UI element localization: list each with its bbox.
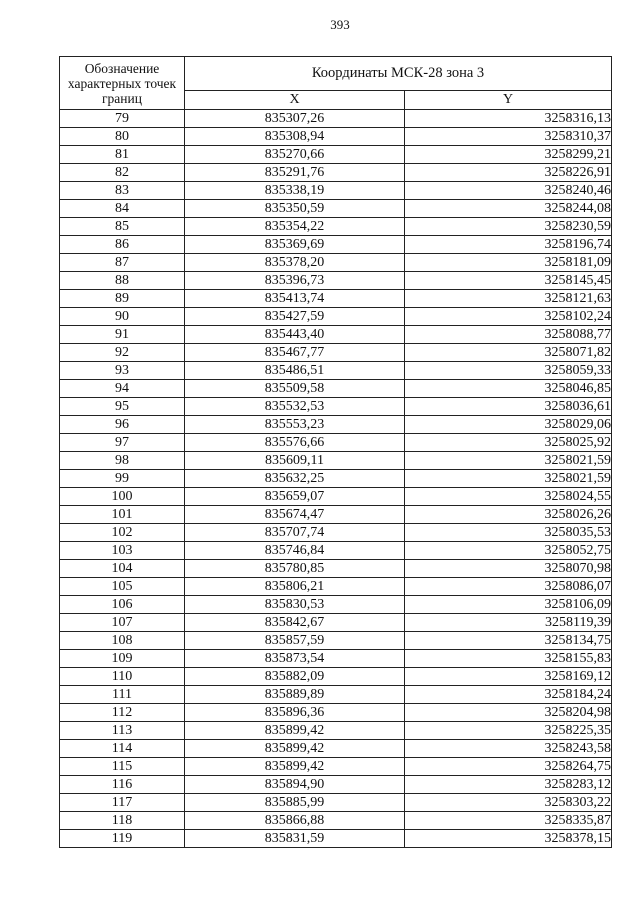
x-coordinate-cell: 835338,19 <box>185 182 405 200</box>
point-id-cell: 109 <box>60 650 185 668</box>
table-row <box>60 236 612 254</box>
table-row <box>60 722 612 740</box>
y-coordinate-cell: 3258029,06 <box>405 416 612 434</box>
header-row-group <box>60 57 612 91</box>
point-id-cell: 118 <box>60 812 185 830</box>
table-row <box>60 416 612 434</box>
table-row <box>60 254 612 272</box>
y-coordinate-cell: 3258243,58 <box>405 740 612 758</box>
coordinates-table <box>59 56 612 848</box>
table-row <box>60 110 612 128</box>
x-coordinate-cell: 835378,20 <box>185 254 405 272</box>
x-coordinate-cell: 835707,74 <box>185 524 405 542</box>
x-coordinate-cell: 835873,54 <box>185 650 405 668</box>
y-coordinate-cell: 3258070,98 <box>405 560 612 578</box>
table-row <box>60 200 612 218</box>
point-id-cell: 98 <box>60 452 185 470</box>
x-coordinate-cell: 835842,67 <box>185 614 405 632</box>
x-coordinate-cell: 835746,84 <box>185 542 405 560</box>
x-coordinate-cell: 835896,36 <box>185 704 405 722</box>
x-coordinate-cell: 835830,53 <box>185 596 405 614</box>
x-coordinate-cell: 835857,59 <box>185 632 405 650</box>
table-row <box>60 506 612 524</box>
x-coordinate-cell: 835632,25 <box>185 470 405 488</box>
x-coordinate-cell: 835674,47 <box>185 506 405 524</box>
x-coordinate-cell: 835443,40 <box>185 326 405 344</box>
point-id-cell: 97 <box>60 434 185 452</box>
table-row <box>60 452 612 470</box>
x-coordinate-cell: 835307,26 <box>185 110 405 128</box>
y-coordinate-cell: 3258052,75 <box>405 542 612 560</box>
point-id-cell: 91 <box>60 326 185 344</box>
x-coordinate-cell: 835413,74 <box>185 290 405 308</box>
y-coordinate-cell: 3258335,87 <box>405 812 612 830</box>
x-coordinate-cell: 835780,85 <box>185 560 405 578</box>
x-coordinate-cell: 835885,99 <box>185 794 405 812</box>
point-id-cell: 104 <box>60 560 185 578</box>
y-coordinate-cell: 3258299,21 <box>405 146 612 164</box>
table-row <box>60 578 612 596</box>
table-row <box>60 164 612 182</box>
table-row <box>60 542 612 560</box>
y-coordinate-cell: 3258196,74 <box>405 236 612 254</box>
point-id-cell: 101 <box>60 506 185 524</box>
table-row <box>60 758 612 776</box>
x-coordinate-cell: 835899,42 <box>185 722 405 740</box>
x-coordinate-cell: 835350,59 <box>185 200 405 218</box>
table-row <box>60 308 612 326</box>
y-coordinate-cell: 3258264,75 <box>405 758 612 776</box>
point-id-cell: 87 <box>60 254 185 272</box>
table-row <box>60 812 612 830</box>
table-row <box>60 290 612 308</box>
x-coordinate-cell: 835270,66 <box>185 146 405 164</box>
x-coordinate-cell: 835882,09 <box>185 668 405 686</box>
table-row <box>60 704 612 722</box>
y-coordinate-cell: 3258181,09 <box>405 254 612 272</box>
table-row <box>60 182 612 200</box>
table-body <box>60 110 612 848</box>
table-row <box>60 218 612 236</box>
point-id-cell: 89 <box>60 290 185 308</box>
y-coordinate-cell: 3258145,45 <box>405 272 612 290</box>
table-row <box>60 326 612 344</box>
x-coordinate-cell: 835291,76 <box>185 164 405 182</box>
y-coordinate-cell: 3258226,91 <box>405 164 612 182</box>
y-coordinate-cell: 3258046,85 <box>405 380 612 398</box>
point-id-cell: 82 <box>60 164 185 182</box>
table-row <box>60 686 612 704</box>
point-id-cell: 81 <box>60 146 185 164</box>
y-coordinate-cell: 3258378,15 <box>405 830 612 848</box>
table-row <box>60 380 612 398</box>
y-coordinate-cell: 3258059,33 <box>405 362 612 380</box>
point-column-header: Обозначение характерных точек границ <box>60 57 185 110</box>
y-coordinate-cell: 3258036,61 <box>405 398 612 416</box>
x-coordinate-cell: 835806,21 <box>185 578 405 596</box>
point-id-cell: 96 <box>60 416 185 434</box>
point-id-cell: 100 <box>60 488 185 506</box>
y-coordinate-cell: 3258204,98 <box>405 704 612 722</box>
coordinates-group-header: Координаты МСК-28 зона 3 <box>185 57 612 91</box>
point-id-cell: 119 <box>60 830 185 848</box>
y-coordinate-cell: 3258035,53 <box>405 524 612 542</box>
y-coordinate-cell: 3258134,75 <box>405 632 612 650</box>
point-id-cell: 116 <box>60 776 185 794</box>
point-id-cell: 92 <box>60 344 185 362</box>
point-id-cell: 106 <box>60 596 185 614</box>
point-id-cell: 83 <box>60 182 185 200</box>
point-id-cell: 103 <box>60 542 185 560</box>
table-row <box>60 830 612 848</box>
y-coordinate-cell: 3258155,83 <box>405 650 612 668</box>
point-id-cell: 84 <box>60 200 185 218</box>
y-coordinate-cell: 3258021,59 <box>405 470 612 488</box>
point-id-cell: 107 <box>60 614 185 632</box>
point-id-cell: 86 <box>60 236 185 254</box>
y-coordinate-cell: 3258026,26 <box>405 506 612 524</box>
point-id-cell: 99 <box>60 470 185 488</box>
point-id-cell: 80 <box>60 128 185 146</box>
y-coordinate-cell: 3258240,46 <box>405 182 612 200</box>
y-coordinate-cell: 3258119,39 <box>405 614 612 632</box>
y-column-header: Y <box>405 90 612 109</box>
x-coordinate-cell: 835899,42 <box>185 758 405 776</box>
table-row <box>60 488 612 506</box>
y-coordinate-cell: 3258088,77 <box>405 326 612 344</box>
x-coordinate-cell: 835486,51 <box>185 362 405 380</box>
y-coordinate-cell: 3258071,82 <box>405 344 612 362</box>
y-coordinate-cell: 3258244,08 <box>405 200 612 218</box>
x-coordinate-cell: 835609,11 <box>185 452 405 470</box>
x-coordinate-cell: 835659,07 <box>185 488 405 506</box>
point-id-cell: 95 <box>60 398 185 416</box>
table-row <box>60 596 612 614</box>
y-coordinate-cell: 3258106,09 <box>405 596 612 614</box>
y-coordinate-cell: 3258230,59 <box>405 218 612 236</box>
x-coordinate-cell: 835532,53 <box>185 398 405 416</box>
table-header <box>60 57 612 110</box>
x-coordinate-cell: 835889,89 <box>185 686 405 704</box>
x-column-header: X <box>185 90 405 109</box>
y-coordinate-cell: 3258024,55 <box>405 488 612 506</box>
table-row <box>60 740 612 758</box>
x-coordinate-cell: 835866,88 <box>185 812 405 830</box>
x-coordinate-cell: 835894,90 <box>185 776 405 794</box>
point-id-cell: 90 <box>60 308 185 326</box>
table-row <box>60 794 612 812</box>
table-row <box>60 398 612 416</box>
y-coordinate-cell: 3258086,07 <box>405 578 612 596</box>
table-row <box>60 524 612 542</box>
y-coordinate-cell: 3258225,35 <box>405 722 612 740</box>
x-coordinate-cell: 835467,77 <box>185 344 405 362</box>
x-coordinate-cell: 835354,22 <box>185 218 405 236</box>
table-row <box>60 272 612 290</box>
table-row <box>60 614 612 632</box>
table-row <box>60 434 612 452</box>
point-id-cell: 114 <box>60 740 185 758</box>
point-id-cell: 102 <box>60 524 185 542</box>
table-row <box>60 776 612 794</box>
table-row <box>60 560 612 578</box>
x-coordinate-cell: 835427,59 <box>185 308 405 326</box>
x-coordinate-cell: 835308,94 <box>185 128 405 146</box>
table-row <box>60 650 612 668</box>
table-row <box>60 344 612 362</box>
table-row <box>60 362 612 380</box>
y-coordinate-cell: 3258121,63 <box>405 290 612 308</box>
point-id-cell: 113 <box>60 722 185 740</box>
table-row <box>60 632 612 650</box>
y-coordinate-cell: 3258184,24 <box>405 686 612 704</box>
point-id-cell: 85 <box>60 218 185 236</box>
x-coordinate-cell: 835509,58 <box>185 380 405 398</box>
y-coordinate-cell: 3258169,12 <box>405 668 612 686</box>
point-id-cell: 117 <box>60 794 185 812</box>
point-id-cell: 115 <box>60 758 185 776</box>
x-coordinate-cell: 835899,42 <box>185 740 405 758</box>
table-row <box>60 470 612 488</box>
table-row <box>60 128 612 146</box>
x-coordinate-cell: 835831,59 <box>185 830 405 848</box>
y-coordinate-cell: 3258316,13 <box>405 110 612 128</box>
point-id-cell: 112 <box>60 704 185 722</box>
point-id-cell: 79 <box>60 110 185 128</box>
y-coordinate-cell: 3258303,22 <box>405 794 612 812</box>
point-id-cell: 110 <box>60 668 185 686</box>
x-coordinate-cell: 835576,66 <box>185 434 405 452</box>
page-number: 393 <box>330 17 350 32</box>
x-coordinate-cell: 835553,23 <box>185 416 405 434</box>
point-id-cell: 94 <box>60 380 185 398</box>
point-id-cell: 93 <box>60 362 185 380</box>
table-row <box>60 668 612 686</box>
point-id-cell: 108 <box>60 632 185 650</box>
table-row <box>60 146 612 164</box>
y-coordinate-cell: 3258102,24 <box>405 308 612 326</box>
y-coordinate-cell: 3258310,37 <box>405 128 612 146</box>
point-id-cell: 105 <box>60 578 185 596</box>
y-coordinate-cell: 3258283,12 <box>405 776 612 794</box>
x-coordinate-cell: 835396,73 <box>185 272 405 290</box>
point-id-cell: 88 <box>60 272 185 290</box>
x-coordinate-cell: 835369,69 <box>185 236 405 254</box>
point-id-cell: 111 <box>60 686 185 704</box>
y-coordinate-cell: 3258021,59 <box>405 452 612 470</box>
y-coordinate-cell: 3258025,92 <box>405 434 612 452</box>
